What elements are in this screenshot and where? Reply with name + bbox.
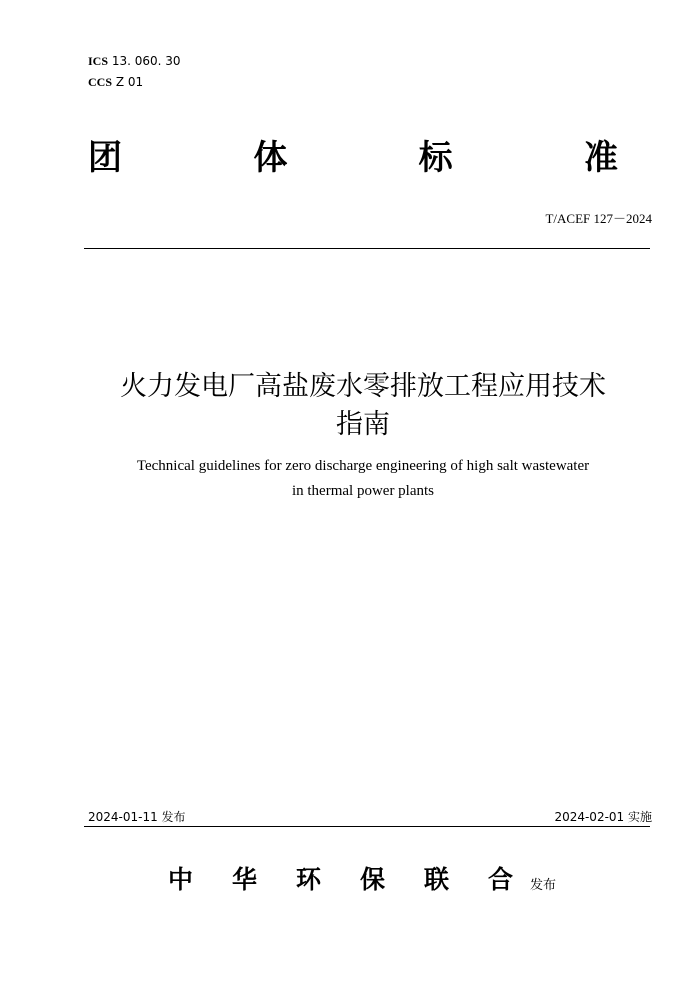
ics-value: 13. 060. 30 <box>111 54 181 68</box>
publisher-char-6: 合 <box>488 865 514 894</box>
top-divider <box>84 248 650 249</box>
chinese-title <box>0 368 700 444</box>
ccs-line <box>88 72 181 93</box>
english-title-line2: in thermal power plants <box>291 483 435 499</box>
doc-type-char-2: 体 <box>253 138 288 178</box>
publisher <box>168 860 556 896</box>
standard-number: T/ACEF 127－2024 <box>545 211 652 226</box>
classification-codes <box>88 51 181 93</box>
publisher-suffix: 发布 <box>530 878 557 893</box>
ics-line <box>88 51 181 72</box>
implement-date: 2024-02-01 实施 <box>554 810 652 824</box>
publisher-name <box>168 860 528 896</box>
publisher-char-1: 中 <box>168 865 194 894</box>
doc-type-char-4: 准 <box>583 138 618 178</box>
english-title <box>0 454 700 504</box>
publisher-char-3: 环 <box>296 865 322 894</box>
ccs-label: CCS <box>88 75 113 89</box>
publisher-char-2: 华 <box>232 865 258 894</box>
publish-date: 2024-01-11 发布 <box>88 810 186 824</box>
chinese-title-line2: 指南 <box>336 409 390 440</box>
doc-type-char-1: 团 <box>88 138 122 178</box>
document-type-heading <box>88 130 618 180</box>
ics-label: ICS <box>88 54 109 68</box>
publisher-char-4: 保 <box>360 865 386 894</box>
doc-type-char-3: 标 <box>418 138 453 178</box>
english-title-line1: Technical guidelines for zero discharge engineering of high salt wastewater <box>136 458 590 474</box>
chinese-title-line1: 火力发电厂高盐废水零排放工程应用技术 <box>120 371 606 402</box>
bottom-divider <box>84 826 650 827</box>
publisher-char-5: 联 <box>424 865 450 894</box>
ccs-value: Z 01 <box>115 75 144 89</box>
